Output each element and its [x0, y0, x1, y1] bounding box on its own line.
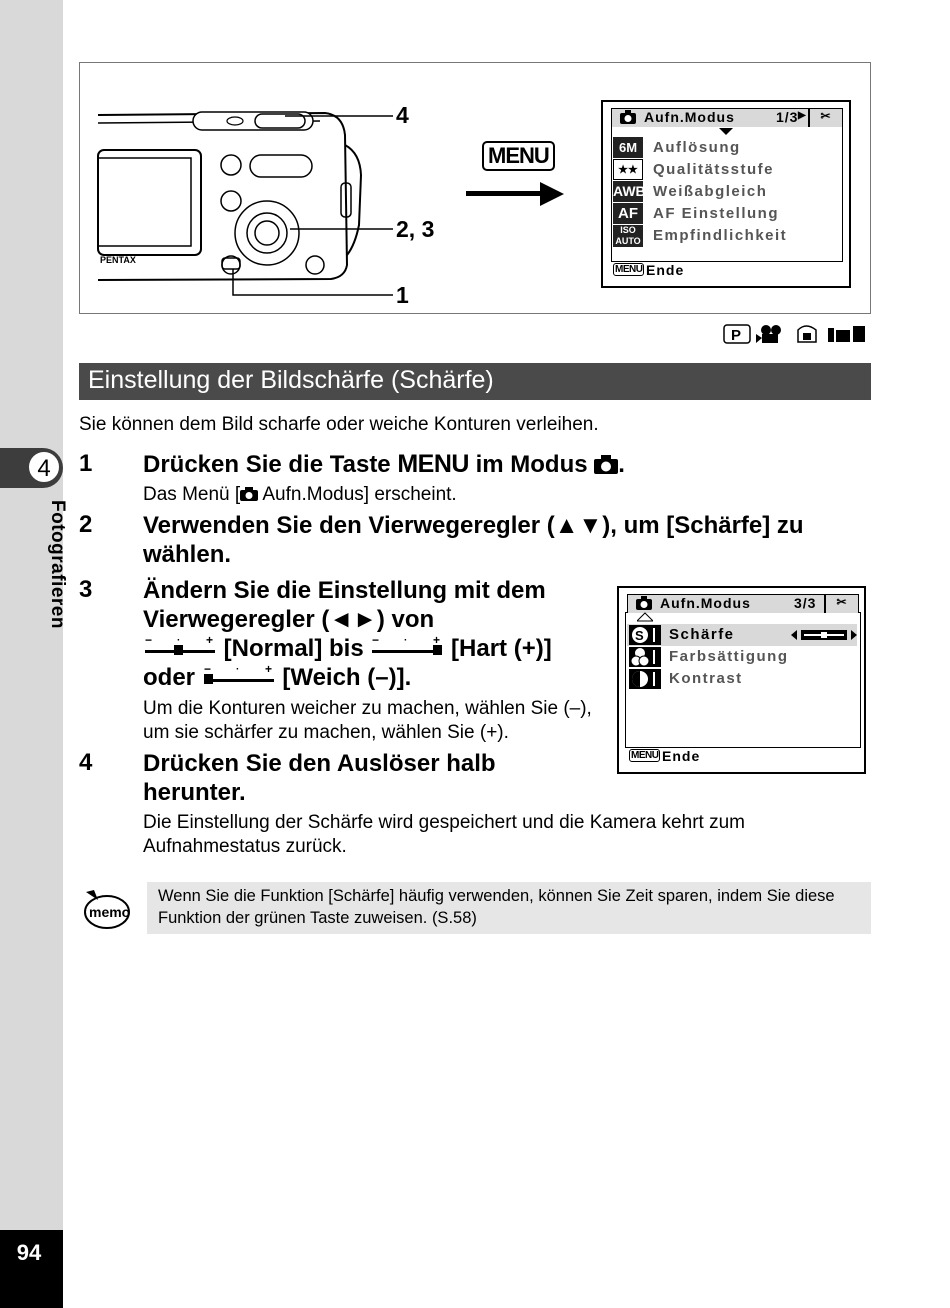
chapter-number: 4 — [27, 450, 61, 484]
camera-icon — [620, 110, 636, 127]
menu-item-aufloesung: Auflösung — [653, 139, 741, 156]
step-3-line4: oder − · + [Weich (–)]. — [143, 663, 412, 691]
menu-item-schaerfe: Schärfe — [669, 626, 735, 643]
screen1-footer-ende: Ende — [646, 262, 685, 278]
sharpness-s-icon — [629, 625, 661, 645]
step-3-line3: − · + [Normal] bis − · + [Hart (+)] — [145, 634, 552, 662]
step-2-number: 2 — [79, 511, 93, 538]
awb-icon: AWB — [613, 181, 643, 202]
svg-text:P: P — [731, 327, 742, 344]
movie-mode-icon — [756, 325, 781, 343]
camera-brand: PENTAX — [100, 255, 136, 265]
sharpness-hard-icon — [370, 634, 444, 660]
resolution-icon: 6M — [613, 137, 643, 158]
svg-text:·: · — [235, 664, 240, 675]
svg-text:memo: memo — [89, 904, 131, 920]
screen2-footer-ende: Ende — [662, 748, 701, 764]
step-1-heading: Drücken Sie die Taste MENU im Modus . — [143, 450, 625, 478]
section-title: Einstellung der Bildschärfe (Schärfe) — [88, 366, 494, 394]
page-number: 94 — [16, 1240, 42, 1265]
step-2-heading: Verwenden Sie den Vierwegeregler (▲▼), um [Schärfe] zu wählen. — [143, 512, 804, 568]
sharpness-slider — [791, 629, 857, 641]
camera-mode-icon — [594, 454, 618, 474]
svg-text:S: S — [635, 628, 644, 643]
svg-text:−: − — [203, 663, 211, 676]
screen1-tab: Aufn.Modus 1/3 ▶ — [611, 108, 809, 127]
svg-text:−: − — [372, 634, 380, 647]
step-1-number: 1 — [79, 450, 93, 477]
camera-illustration — [95, 105, 395, 305]
program-mode-icon — [724, 325, 750, 344]
contrast-icon — [629, 669, 661, 689]
triangle-up-icon — [637, 612, 653, 622]
step-3-number: 3 — [79, 576, 93, 603]
step-4-number: 4 — [79, 749, 93, 776]
svg-text:·: · — [404, 635, 408, 646]
menu-item-af-einstellung: AF Einstellung — [653, 205, 779, 222]
memo-text: Wenn Sie die Funktion [Schärfe] häufig verwenden, können Sie Zeit sparen, indem Sie diese Funktion der grünen Taste zuweisen. (S.58) — [158, 887, 835, 927]
digital-sr-icon — [798, 326, 816, 342]
step-3-line1: Ändern Sie die Einstellung mit dem — [143, 577, 546, 604]
menu-screen-1 — [601, 100, 851, 288]
mode-icons-row — [722, 322, 872, 346]
svg-text:−: − — [145, 634, 153, 647]
menu-item-weissabgleich: Weißabgleich — [653, 183, 768, 200]
menu-key-small-icon: MENU — [631, 750, 659, 761]
quality-stars-icon: ★★ — [613, 159, 643, 180]
callout-dial: 2, 3 — [396, 216, 435, 242]
step-3-line2: Vierwegeregler (◄►) von — [143, 606, 435, 633]
menu-key-text: MENU — [397, 450, 469, 478]
callout-menu-button: 1 — [396, 282, 409, 308]
svg-text:·: · — [177, 635, 181, 646]
step-4-heading: Drücken Sie den Auslöser halb herunter. — [143, 750, 496, 806]
callout-shutter: 4 — [396, 102, 409, 128]
menu-item-empfindlichkeit: Empfindlichkeit — [653, 227, 788, 244]
screen2-tab: Aufn.Modus 3/3 — [627, 594, 825, 613]
memo-icon — [80, 886, 132, 932]
camera-icon — [636, 596, 652, 613]
sharpness-soft-icon — [202, 663, 276, 689]
arrow-right-icon — [466, 180, 566, 208]
menu-key-icon: MENU — [482, 141, 555, 171]
menu-item-kontrast: Kontrast — [669, 670, 743, 687]
play-right-icon: ▶ — [798, 110, 807, 121]
step-1-sub: Das Menü [ Aufn.Modus] erscheint. — [143, 484, 457, 505]
underwater-mode-icon — [828, 326, 865, 342]
section-intro: Sie können dem Bild scharfe oder weiche Konturen verleihen. — [79, 414, 599, 435]
menu-item-qualitaet: Qualitätsstufe — [653, 161, 775, 178]
svg-text:+: + — [433, 634, 441, 647]
setup-wrench-icon: ✂ — [809, 108, 843, 127]
saturation-icon — [629, 647, 661, 667]
iso-auto-icon: ISO AUTO — [613, 225, 643, 247]
sharpness-normal-icon — [143, 634, 217, 660]
menu-item-farbsaettigung: Farbsättigung — [669, 648, 789, 665]
af-icon: AF — [613, 203, 643, 224]
setup-wrench-icon: ✂ — [825, 594, 859, 613]
step-3-sub: Um die Konturen weicher zu machen, wählen Sie (–), um sie schärfer zu machen, wählen Sie (+). — [143, 698, 592, 743]
step-4-sub: Die Einstellung der Schärfe wird gespeichert und die Kamera kehrt zum Aufnahmestatus zurück. — [143, 812, 745, 857]
svg-text:+: + — [206, 634, 214, 647]
svg-text:+: + — [264, 663, 272, 676]
menu-screen-2 — [617, 586, 866, 774]
triangle-down-icon — [719, 128, 733, 136]
chapter-label: Fotografieren — [47, 500, 68, 629]
menu-key-small-icon: MENU — [615, 264, 643, 275]
camera-icon — [240, 486, 258, 501]
